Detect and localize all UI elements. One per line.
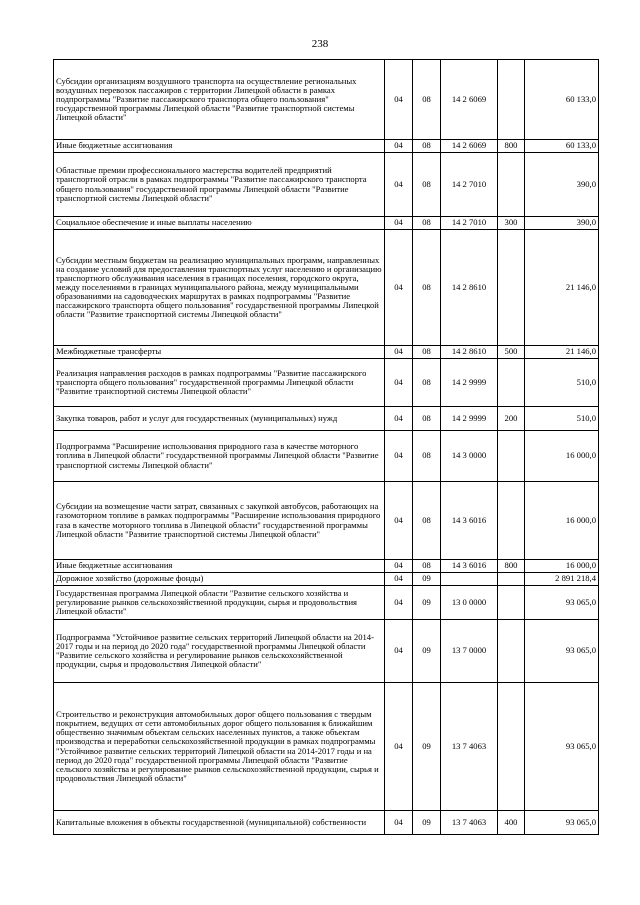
expense-type-code — [498, 482, 525, 560]
expense-type-code: 400 — [498, 811, 525, 835]
table-row — [54, 560, 599, 573]
target-article-code: 14 2 8610 — [441, 346, 498, 359]
section-code: 04 — [385, 407, 413, 431]
amount: 16 000,0 — [525, 560, 599, 573]
expense-type-code: 800 — [498, 560, 525, 573]
row-description: Иные бюджетные ассигнования — [54, 140, 385, 153]
amount: 60 133,0 — [525, 60, 599, 140]
expense-type-code — [498, 431, 525, 482]
target-article-code — [441, 573, 498, 586]
amount: 21 146,0 — [525, 230, 599, 346]
target-article-code: 13 0 0000 — [441, 586, 498, 620]
page-number: 238 — [311, 38, 329, 50]
row-description: Областные премии профессионального мастерства водителей предприятий транспортной отрасли в рамках подпрограммы "Развитие пассажирского транспорта общего пользования" государственной программы Липецкой области "Развитие транспортной системы Липецкой области" — [54, 153, 385, 217]
amount: 60 133,0 — [525, 140, 599, 153]
row-description: Закупка товаров, работ и услуг для государственных (муниципальных) нужд — [54, 407, 385, 431]
target-article-code: 14 2 8610 — [441, 230, 498, 346]
section-code: 04 — [385, 620, 413, 683]
section-code: 04 — [385, 431, 413, 482]
row-description: Субсидии организациям воздушного транспорта на осуществление региональных воздушных перевозок пассажиров с территории Липецкой области в рамках подпрограммы "Развитие пассажирского транспорта общего пользования" государственной программы Липецкой области "Развитие транспортной системы Липецкой области" — [54, 60, 385, 140]
expense-type-code — [498, 573, 525, 586]
expense-type-code — [498, 683, 525, 811]
target-article-code: 13 7 4063 — [441, 683, 498, 811]
amount: 2 891 218,4 — [525, 573, 599, 586]
target-article-code: 14 3 6016 — [441, 560, 498, 573]
table-row — [54, 573, 599, 586]
row-description: Субсидии местным бюджетам на реализацию муниципальных программ, направленных на создание условий для предоставления транспортных услуг населению и организацию транспортного обслуживания населения в границах поселения, городского округа, между поселениями в границах муниципального района, между муниципальными образованиями на садоводческих маршрутах в рамках подпрограммы "Развитие пассажирского транспорта общего пользования" государственной программы Липецкой области "Развитие транспортной системы Липецкой области" — [54, 230, 385, 346]
section-code: 04 — [385, 230, 413, 346]
expense-type-code: 500 — [498, 346, 525, 359]
section-code: 04 — [385, 60, 413, 140]
expense-type-code — [498, 60, 525, 140]
section-code: 04 — [385, 482, 413, 560]
subsection-code: 08 — [413, 431, 441, 482]
amount: 93 065,0 — [525, 586, 599, 620]
subsection-code: 09 — [413, 620, 441, 683]
expense-type-code: 300 — [498, 217, 525, 230]
amount: 390,0 — [525, 217, 599, 230]
section-code: 04 — [385, 683, 413, 811]
table-row — [54, 407, 599, 431]
amount: 93 065,0 — [525, 620, 599, 683]
table-row — [54, 60, 599, 140]
table-row — [54, 230, 599, 346]
section-code: 04 — [385, 560, 413, 573]
table-row — [54, 346, 599, 359]
table-row — [54, 811, 599, 835]
subsection-code: 08 — [413, 153, 441, 217]
section-code: 04 — [385, 586, 413, 620]
target-article-code: 14 2 9999 — [441, 359, 498, 407]
amount: 510,0 — [525, 359, 599, 407]
subsection-code: 08 — [413, 346, 441, 359]
target-article-code: 14 2 7010 — [441, 153, 498, 217]
row-description: Подпрограмма "Расширение использования природного газа в качестве моторного топлива в Липецкой области" государственной программы Липецкой области "Развитие транспортной системы Липецкой области" — [54, 431, 385, 482]
table-row — [54, 586, 599, 620]
target-article-code: 14 2 7010 — [441, 217, 498, 230]
subsection-code: 08 — [413, 359, 441, 407]
table-row — [54, 482, 599, 560]
expense-type-code — [498, 359, 525, 407]
table-row — [54, 140, 599, 153]
amount: 510,0 — [525, 407, 599, 431]
table-row — [54, 359, 599, 407]
subsection-code: 09 — [413, 573, 441, 586]
budget-table — [53, 59, 599, 835]
section-code: 04 — [385, 346, 413, 359]
expense-type-code — [498, 586, 525, 620]
target-article-code: 13 7 0000 — [441, 620, 498, 683]
table-row — [54, 683, 599, 811]
section-code: 04 — [385, 153, 413, 217]
row-description: Капитальные вложения в объекты государственной (муниципальной) собственности — [54, 811, 385, 835]
expense-type-code — [498, 620, 525, 683]
subsection-code: 08 — [413, 407, 441, 431]
target-article-code: 14 3 0000 — [441, 431, 498, 482]
section-code: 04 — [385, 140, 413, 153]
subsection-code: 08 — [413, 140, 441, 153]
expense-type-code: 200 — [498, 407, 525, 431]
target-article-code: 14 2 6069 — [441, 60, 498, 140]
amount: 93 065,0 — [525, 811, 599, 835]
subsection-code: 08 — [413, 230, 441, 346]
expense-type-code — [498, 153, 525, 217]
amount: 21 146,0 — [525, 346, 599, 359]
table-row — [54, 153, 599, 217]
section-code: 04 — [385, 217, 413, 230]
table-row — [54, 431, 599, 482]
expense-type-code — [498, 230, 525, 346]
section-code: 04 — [385, 573, 413, 586]
amount: 16 000,0 — [525, 482, 599, 560]
row-description: Субсидии на возмещение части затрат, связанных с закупкой автобусов, работающих на газомоторном топливе в рамках подпрограммы "Расширение использования природного газа в качестве моторного топлива в Липецкой области" государственной программы Липецкой области "Развитие транспортной системы Липецкой области" — [54, 482, 385, 560]
subsection-code: 09 — [413, 683, 441, 811]
amount: 390,0 — [525, 153, 599, 217]
row-description: Межбюджетные трансферты — [54, 346, 385, 359]
expense-type-code: 800 — [498, 140, 525, 153]
subsection-code: 08 — [413, 560, 441, 573]
target-article-code: 14 2 6069 — [441, 140, 498, 153]
target-article-code: 14 2 9999 — [441, 407, 498, 431]
row-description: Социальное обеспечение и иные выплаты населению — [54, 217, 385, 230]
row-description: Государственная программа Липецкой области "Развитие сельского хозяйства и регулирование рынков сельскохозяйственной продукции, сырья и продовольствия Липецкой области" — [54, 586, 385, 620]
row-description: Иные бюджетные ассигнования — [54, 560, 385, 573]
subsection-code: 09 — [413, 586, 441, 620]
target-article-code: 14 3 6016 — [441, 482, 498, 560]
subsection-code: 09 — [413, 811, 441, 835]
row-description: Строительство и реконструкция автомобильных дорог общего пользования с твердым покрытием, ведущих от сети автомобильных дорог общего пользования к ближайшим общественно значимым объектам сельских населенных пунктов, а также объектам производства и переработки сельскохозяйственной продукции в рамках подпрограммы "Устойчивое развитие сельских территорий Липецкой области на 2014-2017 годы и на период до 2020 года" государственной программы Липецкой области "Развитие сельского хозяйства и регулирование рынков сельскохозяйственной продукции, сырья и продовольствия Липецкой области" — [54, 683, 385, 811]
subsection-code: 08 — [413, 217, 441, 230]
section-code: 04 — [385, 359, 413, 407]
table-row — [54, 217, 599, 230]
subsection-code: 08 — [413, 482, 441, 560]
subsection-code: 08 — [413, 60, 441, 140]
amount: 16 000,0 — [525, 431, 599, 482]
target-article-code: 13 7 4063 — [441, 811, 498, 835]
table-row — [54, 620, 599, 683]
amount: 93 065,0 — [525, 683, 599, 811]
row-description: Реализация направления расходов в рамках подпрограммы "Развитие пассажирского транспорта общего пользования" государственной программы Липецкой области "Развитие транспортной системы Липецкой области" — [54, 359, 385, 407]
row-description: Дорожное хозяйство (дорожные фонды) — [54, 573, 385, 586]
section-code: 04 — [385, 811, 413, 835]
row-description: Подпрограмма "Устойчивое развитие сельских территорий Липецкой области на 2014-2017 годы и на период до 2020 года" государственной программы Липецкой области "Развитие сельского хозяйства и регулирование рынков сельскохозяйственной продукции, сырья и продовольствия Липецкой области" — [54, 620, 385, 683]
